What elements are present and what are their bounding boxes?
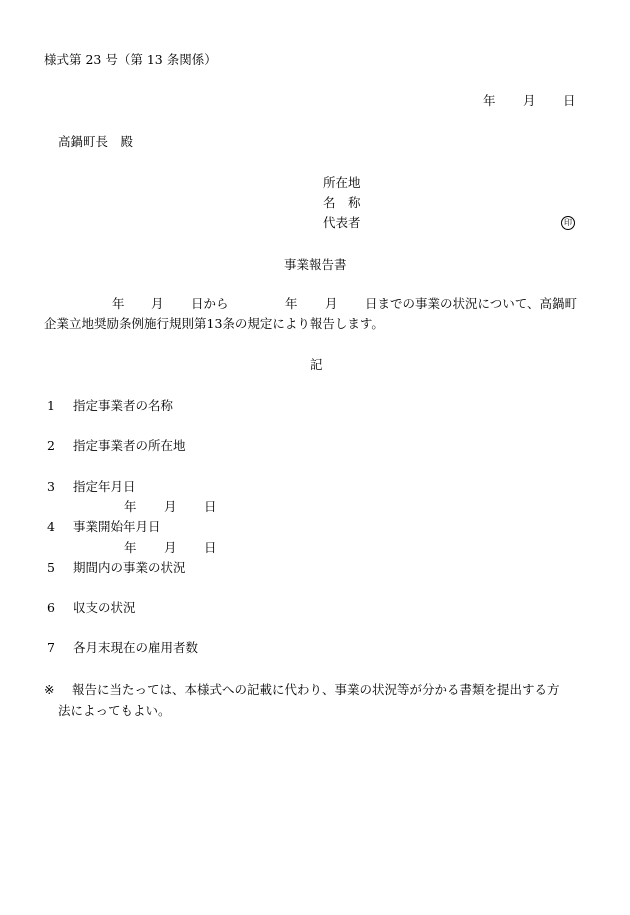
item-label: 収支の状況 bbox=[73, 600, 136, 615]
intro-line-2: 企業立地奨励条例施行規則第13条の規定により報告します。 bbox=[44, 316, 384, 331]
note-line-2: 法によってもよい。 bbox=[58, 703, 171, 718]
item-number: 3 bbox=[47, 479, 55, 494]
designation-date-day: 日 bbox=[204, 499, 217, 514]
designation-date-year: 年 bbox=[124, 499, 137, 514]
item-label: 指定年月日 bbox=[73, 479, 136, 494]
to-day: 日までの事業の状況について、高鍋町 bbox=[365, 296, 578, 311]
list-item bbox=[47, 438, 186, 454]
note-mark: ※ bbox=[44, 682, 55, 697]
item-label: 指定事業者の名称 bbox=[73, 398, 174, 413]
item-label: 各月末現在の雇用者数 bbox=[73, 640, 199, 655]
item-number: 2 bbox=[47, 438, 55, 453]
designation-date-month: 月 bbox=[164, 499, 177, 514]
list-item bbox=[47, 560, 186, 576]
ki-heading: 記 bbox=[310, 357, 323, 372]
seal-mark: 印 bbox=[561, 216, 575, 230]
from-day: 日から bbox=[191, 296, 229, 311]
from-year: 年 bbox=[112, 296, 125, 311]
to-month: 月 bbox=[325, 296, 338, 311]
item-label: 期間内の事業の状況 bbox=[73, 560, 186, 575]
item-number: 4 bbox=[47, 519, 55, 534]
start-date-day: 日 bbox=[204, 540, 217, 555]
name-label: 名 称 bbox=[323, 195, 361, 210]
list-item bbox=[47, 640, 198, 656]
list-item bbox=[47, 600, 136, 616]
representative-label: 代表者 bbox=[323, 215, 361, 230]
start-date-year: 年 bbox=[124, 540, 137, 555]
address-label: 所在地 bbox=[323, 175, 361, 190]
item-number: 6 bbox=[47, 600, 55, 615]
item-number: 5 bbox=[47, 560, 55, 575]
form-number: 様式第 23 号（第 13 条関係） bbox=[44, 52, 217, 67]
date-year: 年 bbox=[483, 93, 496, 108]
item-label: 事業開始年月日 bbox=[73, 519, 161, 534]
item-number: 7 bbox=[47, 640, 55, 655]
list-item bbox=[47, 479, 136, 495]
note-line-1: 報告に当たっては、本様式への記載に代わり、事業の状況等が分かる書類を提出する方 bbox=[72, 682, 560, 697]
document-title: 事業報告書 bbox=[284, 257, 347, 272]
item-label: 指定事業者の所在地 bbox=[73, 438, 186, 453]
start-date-month: 月 bbox=[164, 540, 177, 555]
list-item bbox=[47, 519, 161, 535]
from-month: 月 bbox=[151, 296, 164, 311]
addressee: 高鍋町長 殿 bbox=[58, 134, 134, 149]
list-item bbox=[47, 398, 173, 414]
date-day: 日 bbox=[563, 93, 576, 108]
to-year: 年 bbox=[285, 296, 298, 311]
item-number: 1 bbox=[47, 398, 55, 413]
date-month: 月 bbox=[523, 93, 536, 108]
